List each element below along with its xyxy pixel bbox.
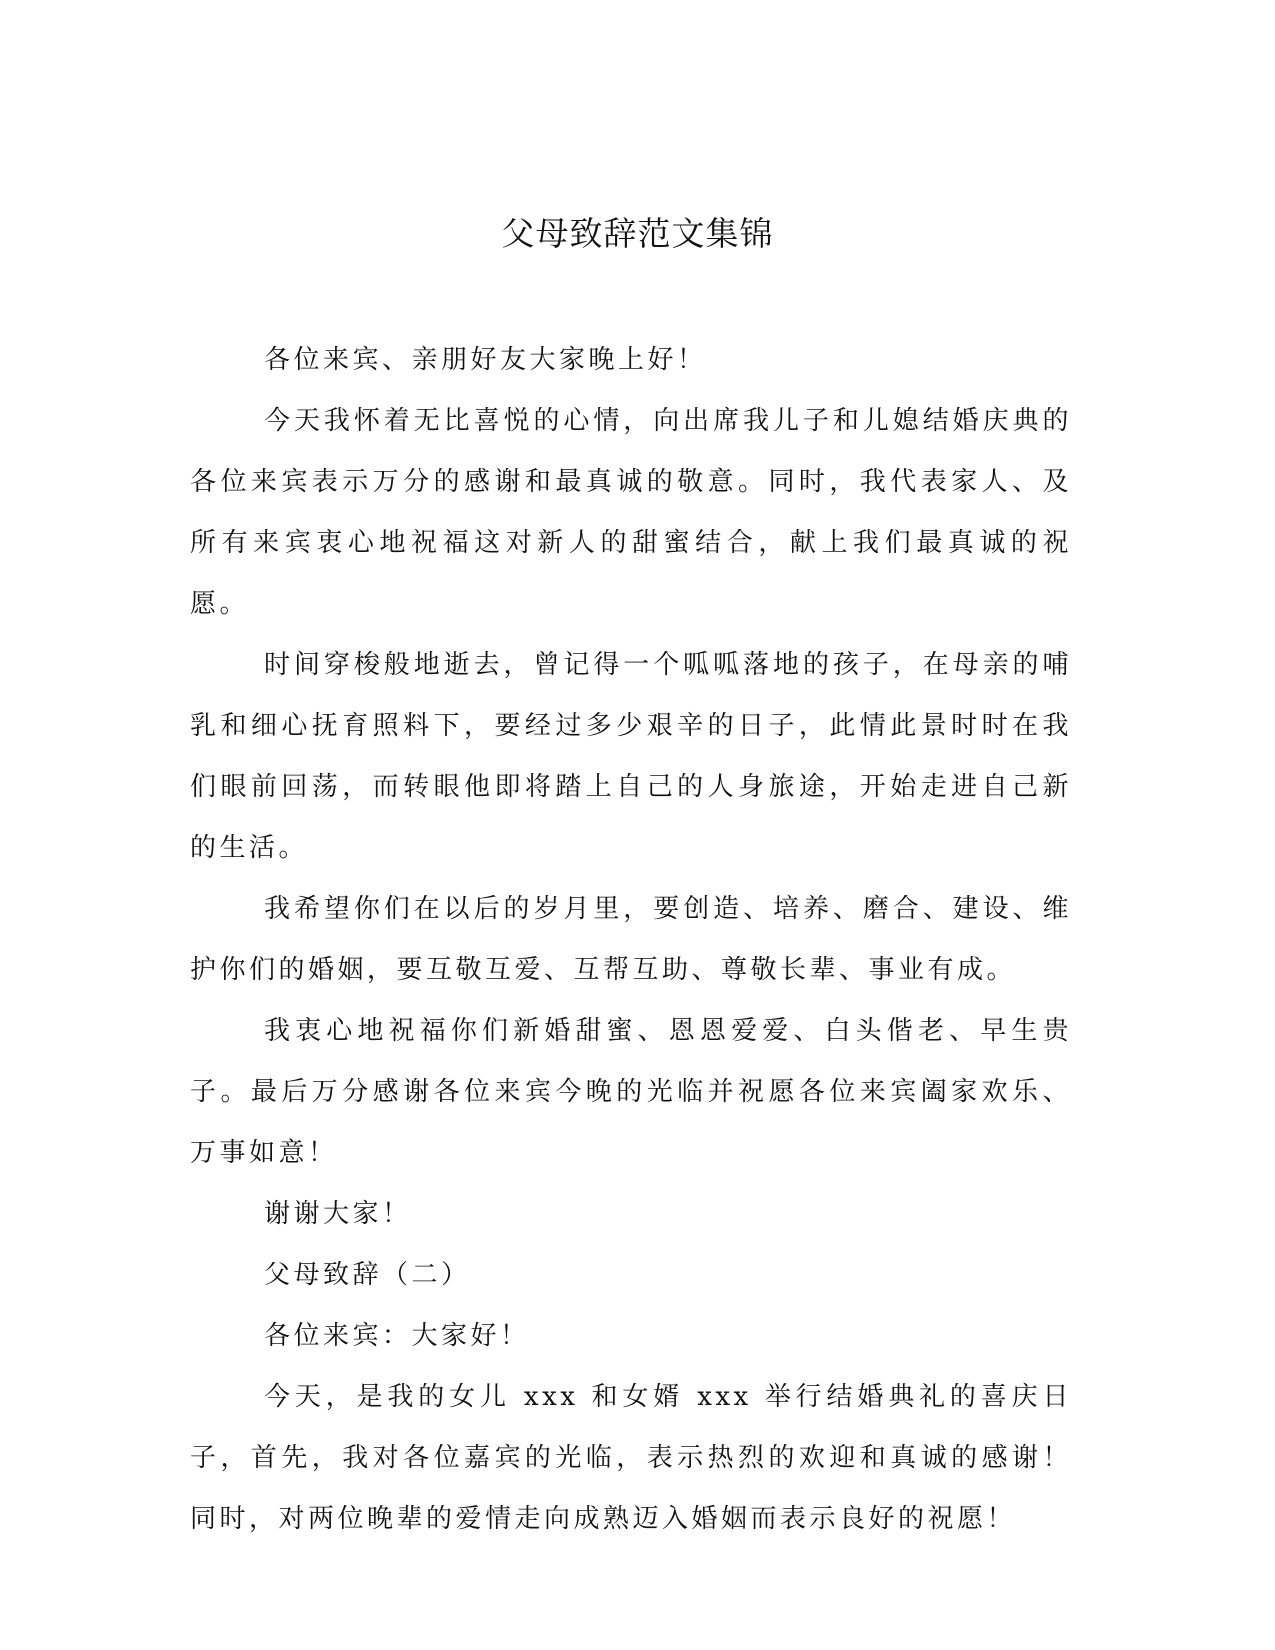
section-heading-two: 父母致辞（二） [264, 1260, 471, 1290]
paragraph-closing: 谢谢大家！ [264, 1199, 412, 1229]
document-title: 父母致辞范文集锦 [501, 214, 774, 253]
paragraph-memories: 时间穿梭般地逝去，曾记得一个呱呱落地的孩子，在母亲的哺乳和细心抚育照料下，要经过多少艰辛的日子，此情此景时时在我们眼前回荡，而转眼他即将踏上自己的人身旅途，开始走进自己新的生活。 [190, 650, 1072, 863]
document-body [190, 330, 1072, 1550]
paragraph-thanks: 今天我怀着无比喜悦的心情，向出席我儿子和儿媳结婚庆典的各位来宾表示万分的感谢和最真诚的敬意。同时，我代表家人、及所有来宾衷心地祝福这对新人的甜蜜结合，献上我们最真诚的祝愿。 [190, 406, 1072, 619]
paragraph-greeting: 各位来宾、亲朋好友大家晚上好！ [264, 345, 707, 375]
paragraph-wishes: 我希望你们在以后的岁月里，要创造、培养、磨合、建设、维护你们的婚姻，要互敬互爱、互帮互助、尊敬长辈、事业有成。 [190, 894, 1072, 985]
paragraph-blessing: 我衷心地祝福你们新婚甜蜜、恩恩爱爱、白头偕老、早生贵子。最后万分感谢各位来宾今晚的光临并祝愿各位来宾阖家欢乐、万事如意！ [190, 1016, 1072, 1168]
paragraph-wedding-day: 今天，是我的女儿 xxx 和女婿 xxx 举行结婚典礼的喜庆日子，首先，我对各位嘉宾的光临，表示热烈的欢迎和真诚的感谢！同时，对两位晚辈的爱情走向成熟迈入婚姻而表示良好的祝愿！ [190, 1382, 1072, 1534]
paragraph-greeting-two: 各位来宾：大家好！ [264, 1321, 530, 1351]
